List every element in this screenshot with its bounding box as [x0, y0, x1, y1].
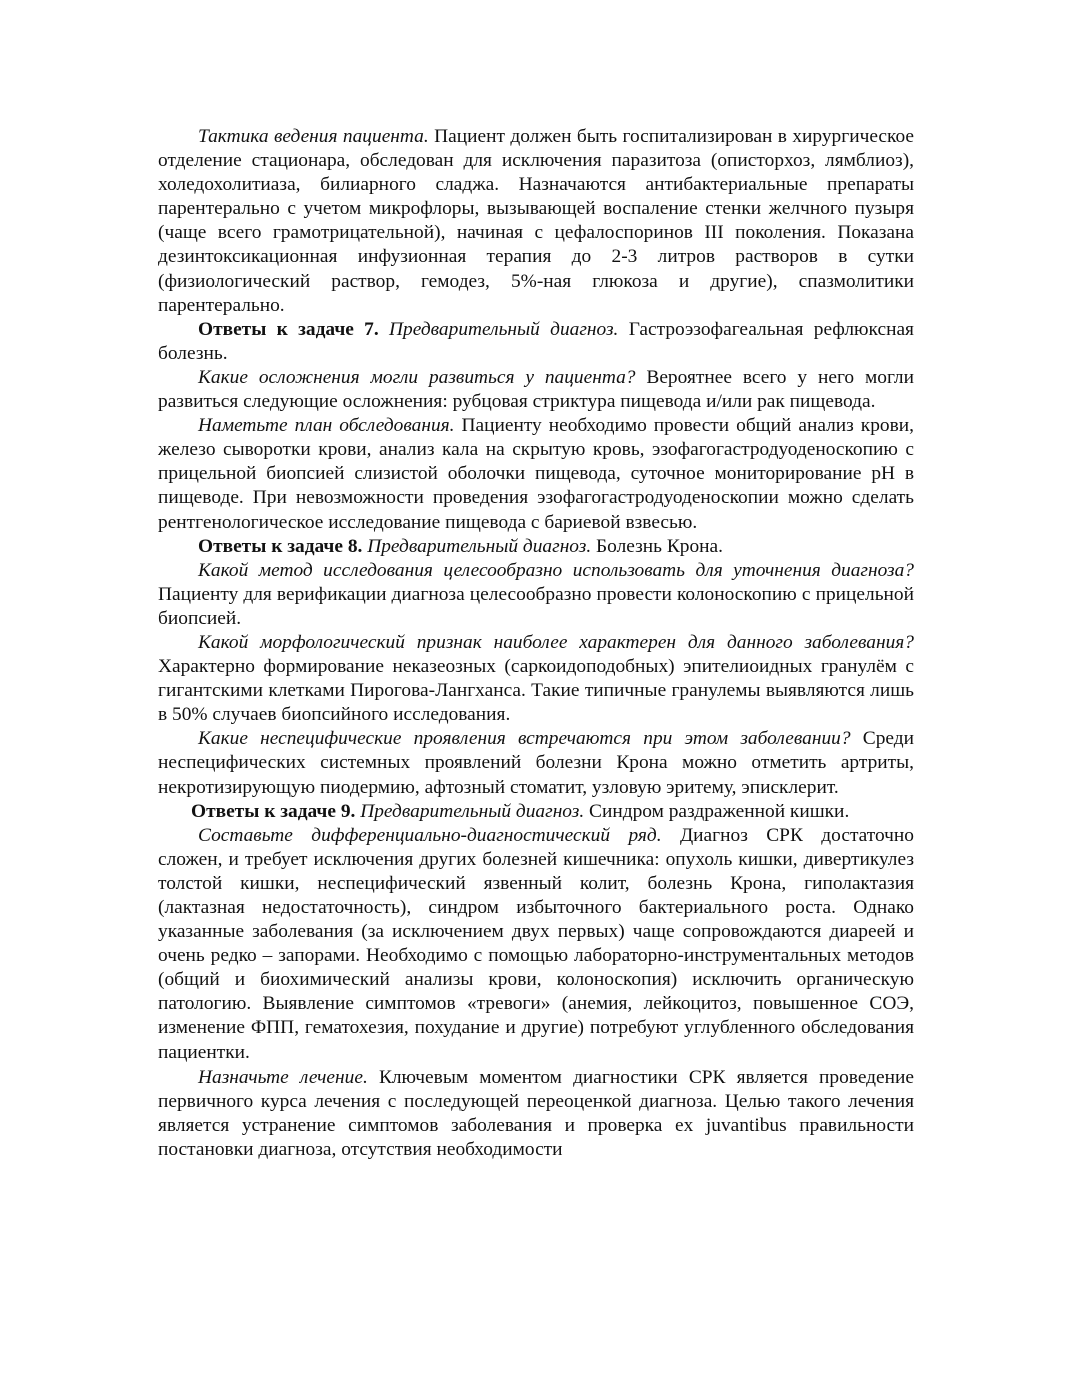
paragraph-heading-italic: Какой морфологический признак наиболее характерен для данного заболевания? — [198, 631, 914, 653]
task-answer-heading: Ответы к задаче 8. — [198, 535, 363, 557]
task-answer-heading: Ответы к задаче 7. — [198, 318, 379, 340]
paragraph-heading-italic: Назначьте лечение. — [198, 1066, 368, 1088]
paragraph-text: Пациенту необходимо провести общий анализ крови, железо сыворотки крови, анализ кала на скрытую кровь, эзофагогастродуоденоскопию с прицельной биопсией слизистой оболочки пищевода, суточное мониторирование pH в пищеводе. При невозможности проведения эзофагогастродуоденоскопии можно сделать рентгенологическое исследование пищевода с бариевой взвесью. — [158, 415, 914, 533]
paragraph-heading-italic: Какой метод исследования целесообразно использовать для уточнения диагноза? — [198, 559, 914, 581]
paragraph-heading-italic: Предварительный диагноз. — [378, 318, 619, 340]
paragraph-task9-differential — [158, 824, 914, 1065]
paragraph-task9-treatment — [158, 1066, 914, 1162]
paragraph-patient-tactics — [158, 125, 914, 318]
paragraph-text: Болезнь Крона. — [591, 535, 723, 557]
task-answer-heading: Ответы к задаче 9. — [191, 800, 356, 822]
paragraph-heading-italic: Какие осложнения могли развиться у пациента? — [198, 366, 636, 388]
paragraph-text: Диагноз СРК достаточно сложен, и требует исключения других болезней кишечника: опухоль кишки, дивертикулез толстой кишки, неспецифический язвенный колит, болезнь Крона, гиполактазия (лактазная недостаточность), синдром избыточного бактериального роста. Однако указанные заболевания (за исключением двух первых) чаще сопровождаются диареей и очень редко – запорами. Необходимо с помощью лабораторно-инструментальных методов (общий и биохимический анализы крови, колоноскопия) исключить органическую патологию. Выявление симптомов «тревоги» (анемия, лейкоцитоз, повышенное СОЭ, изменение ФПП, гематохезия, похудание и другие) потребуют углубленного обследования пациентки. — [158, 824, 914, 1063]
paragraph-task7-answer — [158, 318, 914, 366]
paragraph-text: Пациенту для верификации диагноза целесообразно провести колоноскопию с прицельной биопсией. — [158, 583, 914, 629]
paragraph-task8-answer — [158, 535, 914, 559]
paragraph-text: Характерно формирование неказеозных (саркоидоподобных) эпителиоидных гранулём с гигантскими клетками Пирогова-Лангханса. Такие типичные гранулемы выявляются лишь в 50% случаев биопсийного исследования. — [158, 656, 914, 726]
paragraph-task8-morphology — [158, 631, 914, 727]
paragraph-heading-italic: Составьте дифференциально-диагностический ряд. — [198, 824, 662, 846]
paragraph-heading-italic: Тактика ведения пациента. — [198, 126, 429, 147]
paragraph-text: Вероятнее всего у него могли развиться следующие осложнения: рубцовая стриктура пищевода и/или рак пищевода. — [158, 366, 914, 413]
paragraph-text: Среди неспецифических системных проявлений болезни Крона можно отметить артриты, некротизирующую пиодермию, афтозный стоматит, узловую эритему, эписклерит. — [158, 728, 914, 798]
paragraph-task7-complications — [158, 366, 914, 414]
paragraph-task8-nonspecific — [158, 727, 914, 799]
paragraph-heading-italic: Наметьте план обследования. — [198, 415, 455, 437]
paragraph-heading-italic: Какие неспецифические проявления встречаются при этом заболевании? — [198, 728, 851, 750]
paragraph-text: Ключевым моментом диагностики СРК является проведение первичного курса лечения с последующей переоценкой диагноза. Целью такого лечения является устранение симптомов заболевания и проверка ex juvantibus правильности постановки диагноза, отсутствия необходимости — [158, 1066, 915, 1160]
paragraph-text: Синдром раздраженной кишки. — [584, 800, 850, 822]
paragraph-text: Пациент должен быть госпитализирован в хирургическое отделение стационара, обследован для исключения паразитоза (описторхоз, лямблиоз), холедохолитиаза, билиарного сладжа. Назначаются антибактериальные препараты парентерально с учетом микрофлоры, вызывающей воспаление стенки желчного пузыря (чаще всего грамотрицательной), начиная с цефалоспоринов III поколения. Показана дезинтоксикационная инфузионная терапия до 2-3 литров растворов в сутки (физиологический раствор, гемодез, 5%-ная глюкоза и другие), спазмолитики парентерально. — [158, 126, 914, 316]
paragraph-heading-italic: Предварительный диагноз. — [362, 535, 592, 557]
document-page — [158, 125, 914, 1162]
paragraph-task7-exam-plan — [158, 414, 914, 534]
paragraph-task9-answer — [158, 800, 914, 824]
paragraph-task8-method — [158, 559, 914, 631]
paragraph-text: Гастроэзофагеальная рефлюксная болезнь. — [158, 318, 914, 364]
paragraph-heading-italic: Предварительный диагноз. — [355, 800, 585, 822]
